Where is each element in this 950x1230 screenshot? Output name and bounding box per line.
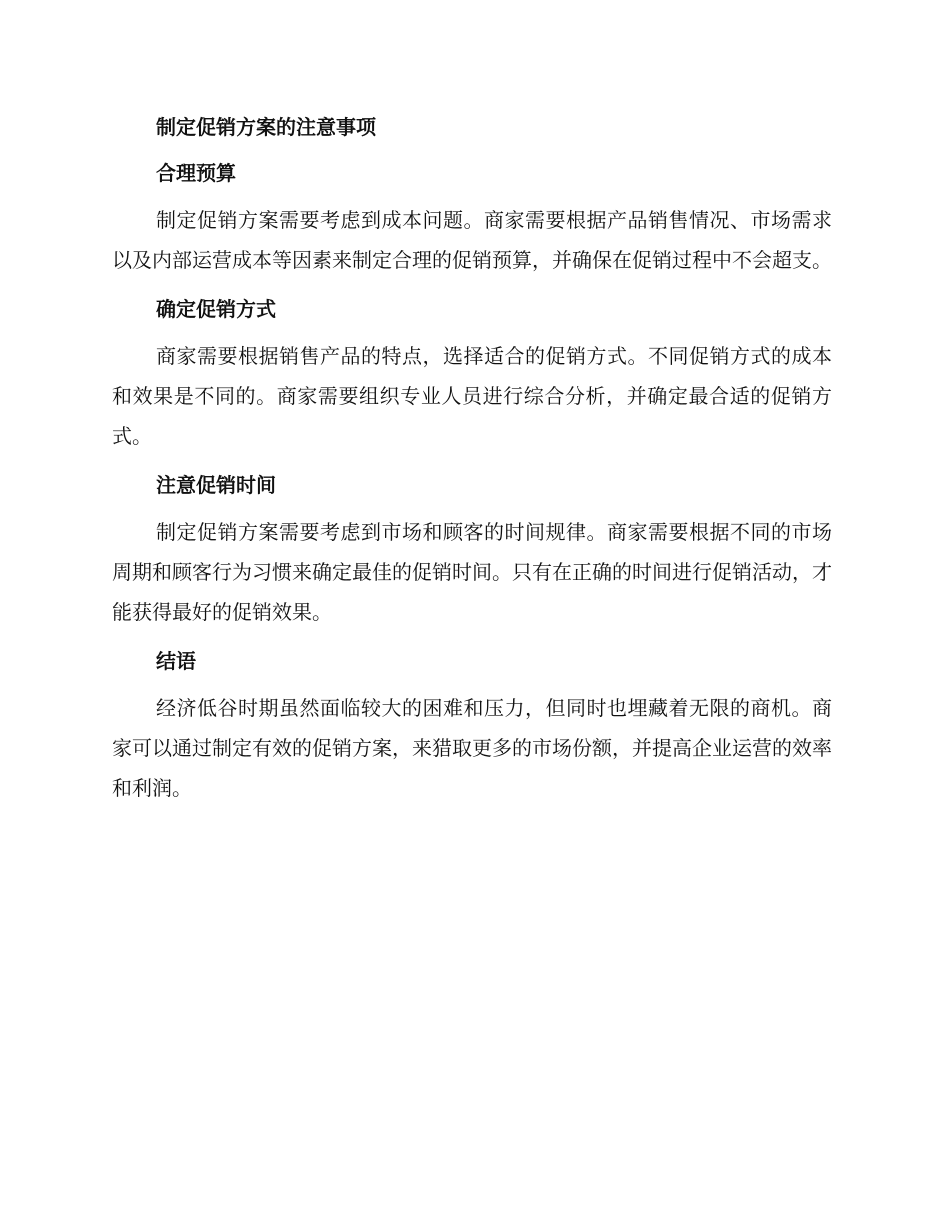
document-page [112,110,832,808]
document-title: 制定促销方案的注意事项 [156,115,376,139]
section-heading-method: 确定促销方式 [156,297,276,321]
section-heading-budget: 合理预算 [156,161,236,185]
section-paragraph-conclusion: 经济低谷时期虽然面临较大的困难和压力，但同时也埋藏着无限的商机。商家可以通过制定有效的促销方案，来猎取更多的市场份额，并提高企业运营的效率和利润。 [112,696,832,800]
section-paragraph-method: 商家需要根据销售产品的特点，选择适合的促销方式。不同促销方式的成本和效果是不同的。商家需要组织专业人员进行综合分析，并确定最合适的促销方式。 [112,344,832,448]
section-heading-timing: 注意促销时间 [156,473,276,497]
section-paragraph-budget: 制定促销方案需要考虑到成本问题。商家需要根据产品销售情况、市场需求以及内部运营成本等因素来制定合理的促销预算，并确保在促销过程中不会超支。 [112,208,832,272]
section-paragraph-timing: 制定促销方案需要考虑到市场和顾客的时间规律。商家需要根据不同的市场周期和顾客行为习惯来确定最佳的促销时间。只有在正确的时间进行促销活动，才能获得最好的促销效果。 [112,520,832,624]
section-heading-conclusion: 结语 [156,649,196,673]
